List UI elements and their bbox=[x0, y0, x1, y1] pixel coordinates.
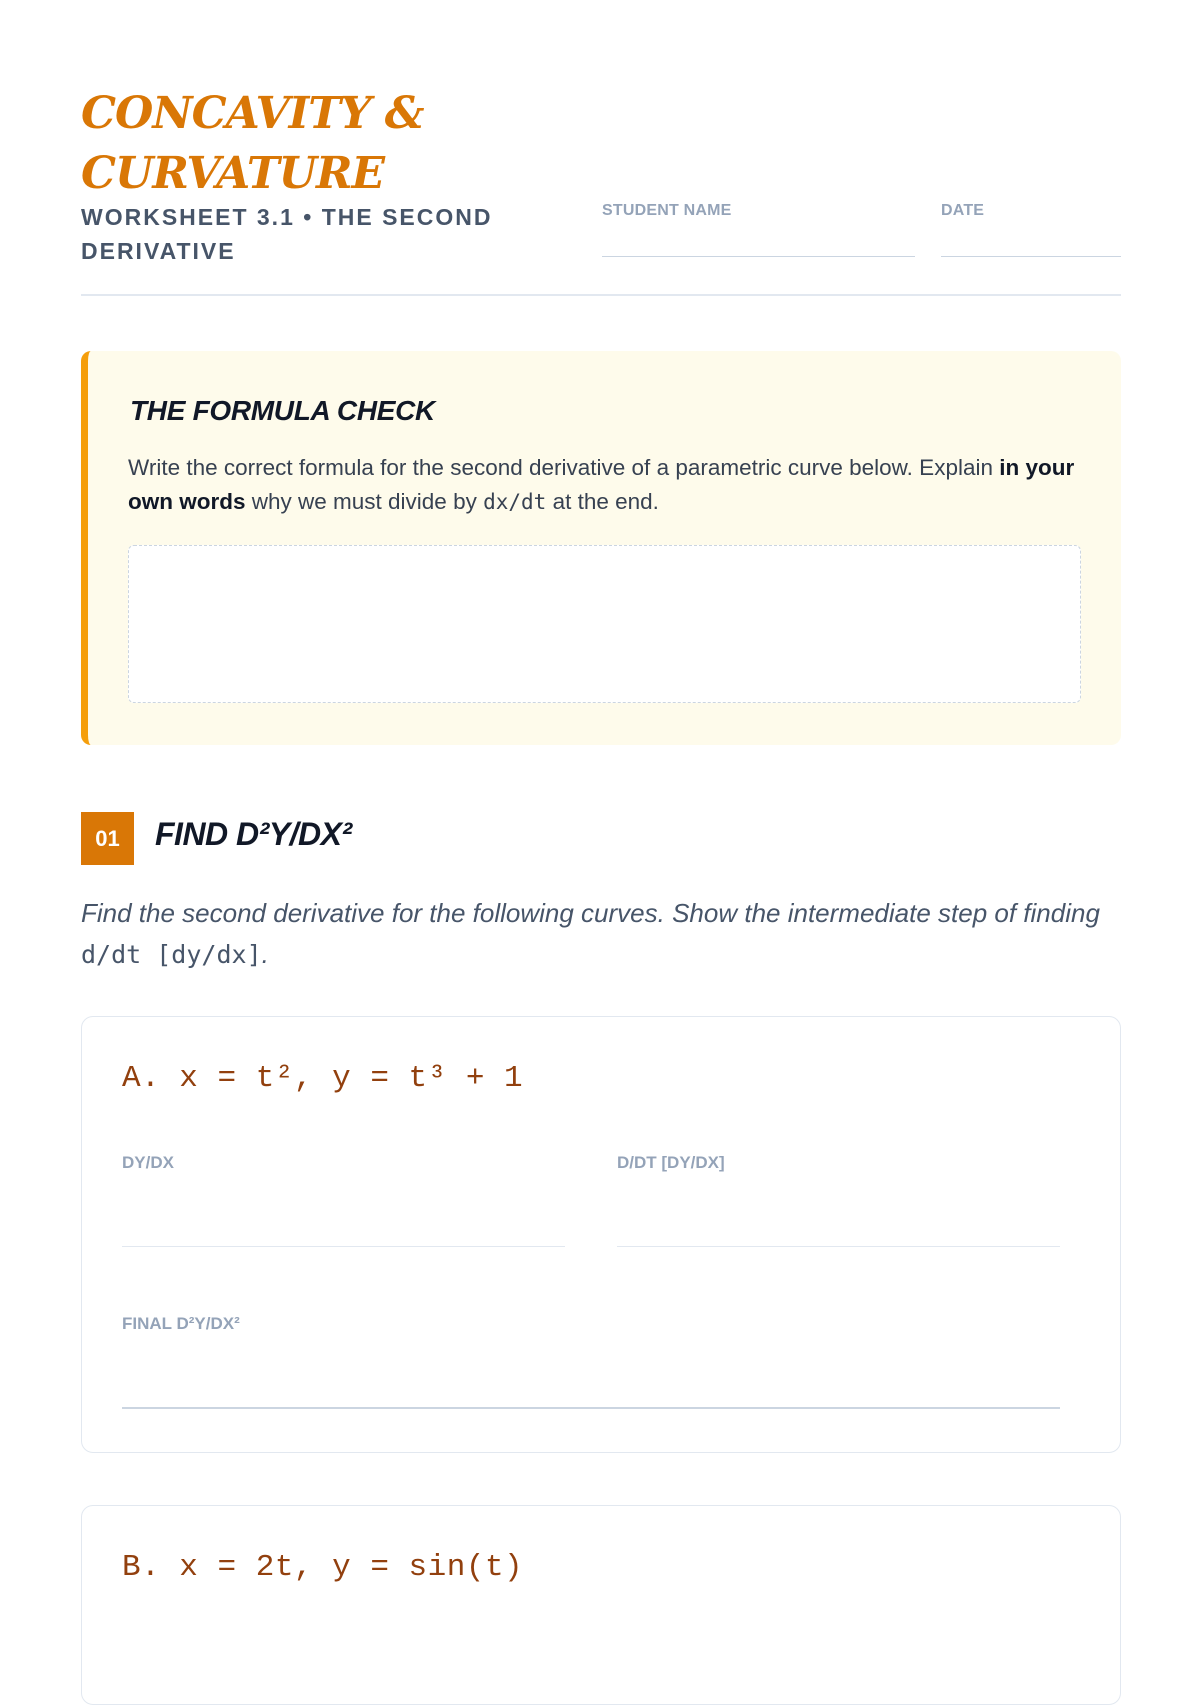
final-answer-field[interactable] bbox=[122, 1314, 1060, 1409]
ddt-answer-field[interactable] bbox=[617, 1153, 1060, 1247]
formula-check-text-part: Write the correct formula for the second derivative of a parametric curve below. Explain bbox=[128, 455, 1000, 480]
section-number-badge: 01 bbox=[81, 812, 134, 865]
section-instruction-code: d/dt [dy/dx] bbox=[81, 940, 262, 969]
section-instruction bbox=[81, 893, 1121, 975]
section-instruction-text: Find the second derivative for the following curves. Show the intermediate step of finding bbox=[81, 898, 1100, 928]
worksheet-subtitle: WORKSHEET 3.1 • THE SECOND DERIVATIVE bbox=[81, 204, 493, 264]
date-field[interactable] bbox=[941, 202, 1121, 257]
formula-check-emphasis: in your own words bbox=[128, 455, 1075, 514]
student-name-label: STUDENT NAME bbox=[602, 202, 732, 219]
problem-b-equation: B. x = 2t, y = sin(t) bbox=[122, 1550, 524, 1585]
formula-check-title: THE FORMULA CHECK bbox=[130, 395, 435, 426]
ddt-label: D/DT [DY/DX] bbox=[617, 1153, 725, 1172]
student-name-field[interactable] bbox=[602, 202, 915, 257]
problem-card-b bbox=[81, 1505, 1121, 1705]
section-title: FIND D²Y/DX² bbox=[155, 816, 352, 852]
formula-check-text-part: at the end. bbox=[546, 489, 659, 514]
dydx-answer-field[interactable] bbox=[122, 1153, 565, 1247]
formula-check-callout bbox=[81, 351, 1121, 745]
formula-answer-box[interactable] bbox=[128, 545, 1081, 703]
final-answer-line[interactable] bbox=[122, 1407, 1060, 1409]
dydx-answer-line[interactable] bbox=[122, 1246, 565, 1247]
date-label: DATE bbox=[941, 202, 985, 219]
student-name-line[interactable] bbox=[602, 256, 915, 257]
formula-check-text bbox=[128, 451, 1088, 519]
header-divider bbox=[81, 294, 1121, 296]
worksheet-title: CONCAVITY & CURVATURE bbox=[81, 88, 424, 199]
ddt-answer-line[interactable] bbox=[617, 1246, 1060, 1247]
problem-card-a bbox=[81, 1016, 1121, 1453]
formula-check-code: dx/dt bbox=[483, 490, 547, 514]
section-instruction-end: . bbox=[261, 939, 269, 969]
date-line[interactable] bbox=[941, 256, 1121, 257]
problem-a-equation: A. x = t², y = t³ + 1 bbox=[122, 1061, 524, 1096]
formula-check-text-part: why we must divide by bbox=[245, 489, 484, 514]
dydx-label: DY/DX bbox=[122, 1153, 174, 1172]
final-label: FINAL D²Y/DX² bbox=[122, 1314, 240, 1333]
